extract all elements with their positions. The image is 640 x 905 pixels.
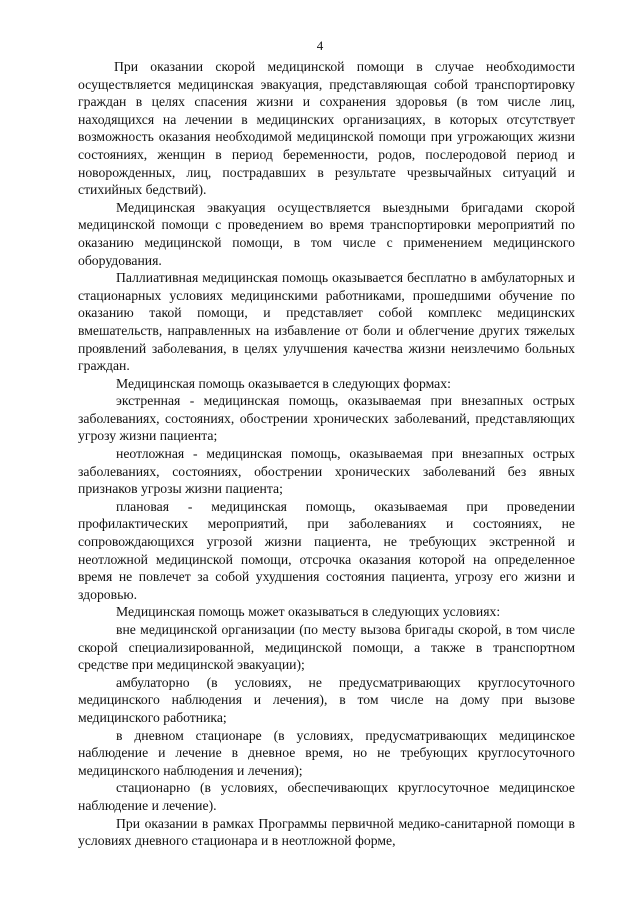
paragraph-condition-inpatient: стационарно (в условиях, обеспечивающих круглосуточное медицинское наблюдение и лечение).: [78, 780, 575, 813]
document-body: [78, 58, 575, 850]
paragraph-condition-outside: вне медицинской организации (по месту вызова бригады скорой, в том числе скорой специализированной, медицинской помощи, а также в транспортном средстве при медицинской эвакуации);: [78, 622, 575, 673]
paragraph-evacuation-brigades: Медицинская эвакуация осуществляется выездными бригадами скорой медицинской помощи с проведением во время транспортировки мероприятий по оказанию медицинской помощи, в том числе с применением медицинского оборудования.: [78, 199, 575, 268]
paragraph-emergency-evacuation-intro: При оказании скорой медицинской помощи в случае необходимости осуществляется медицинская эвакуация, представляющая собой транспортировку граждан в целях спасения жизни и сохранения здоровья (в том числе лиц, находящихся на лечении в медицинских организациях, в которых отсутствует возможность оказания необходимой медицинской помощи при угрожающих жизни состояниях, женщин в период беременности, родов, послеродовой период и новорожденных, лиц, пострадавших в результате чрезвычайных ситуаций и стихийных бедствий).: [78, 59, 575, 198]
paragraph-conditions-heading: Медицинская помощь может оказываться в следующих условиях:: [116, 604, 501, 620]
paragraph-form-emergency: экстренная - медицинская помощь, оказываемая при внезапных острых заболеваниях, состояниях, обострении хронических заболеваний, представляющих угрозу жизни пациента;: [78, 393, 575, 444]
paragraph-forms-heading: Медицинская помощь оказывается в следующих формах:: [116, 375, 451, 391]
paragraph-form-planned: плановая - медицинская помощь, оказываемая при проведении профилактических мероприятий, при заболеваниях и состояниях, не сопровождающихся угрозой жизни пациента, не требующих экстренной и неотложной медицинской помощи, отсрочка оказания которой на определенное время не повлечет за собой ухудшения состояния пациента, угрозу его жизни и здоровью.: [78, 498, 575, 602]
paragraph-form-urgent: неотложная - медицинская помощь, оказываемая при внезапных острых заболеваниях, состояниях, обострении хронических заболеваний без явных признаков угрозы жизни пациента;: [78, 446, 575, 497]
paragraph-condition-outpatient: амбулаторно (в условиях, не предусматривающих круглосуточного медицинского наблюдения и лечения), в том числе на дому при вызове медицинского работника;: [78, 674, 575, 725]
paragraph-program-primary-care: При оказании в рамках Программы первичной медико-санитарной помощи в условиях дневного стационара и в неотложной форме,: [78, 815, 575, 849]
page-number: 4: [316, 38, 324, 53]
paragraph-palliative-care: Паллиативная медицинская помощь оказывается бесплатно в амбулаторных и стационарных условиях медицинскими работниками, прошедшими обучение по оказанию такой помощи, и представляет собой комплекс медицинских вмешательств, направленных на избавление от боли и облегчение других тяжелых проявлений заболевания, в целях улучшения качества жизни неизлечимо больных граждан.: [78, 270, 575, 374]
paragraph-condition-day-hospital: в дневном стационаре (в условиях, предусматривающих медицинское наблюдение и лечение в дневное время, но не требующих круглосуточного медицинского наблюдения и лечения);: [78, 727, 575, 778]
